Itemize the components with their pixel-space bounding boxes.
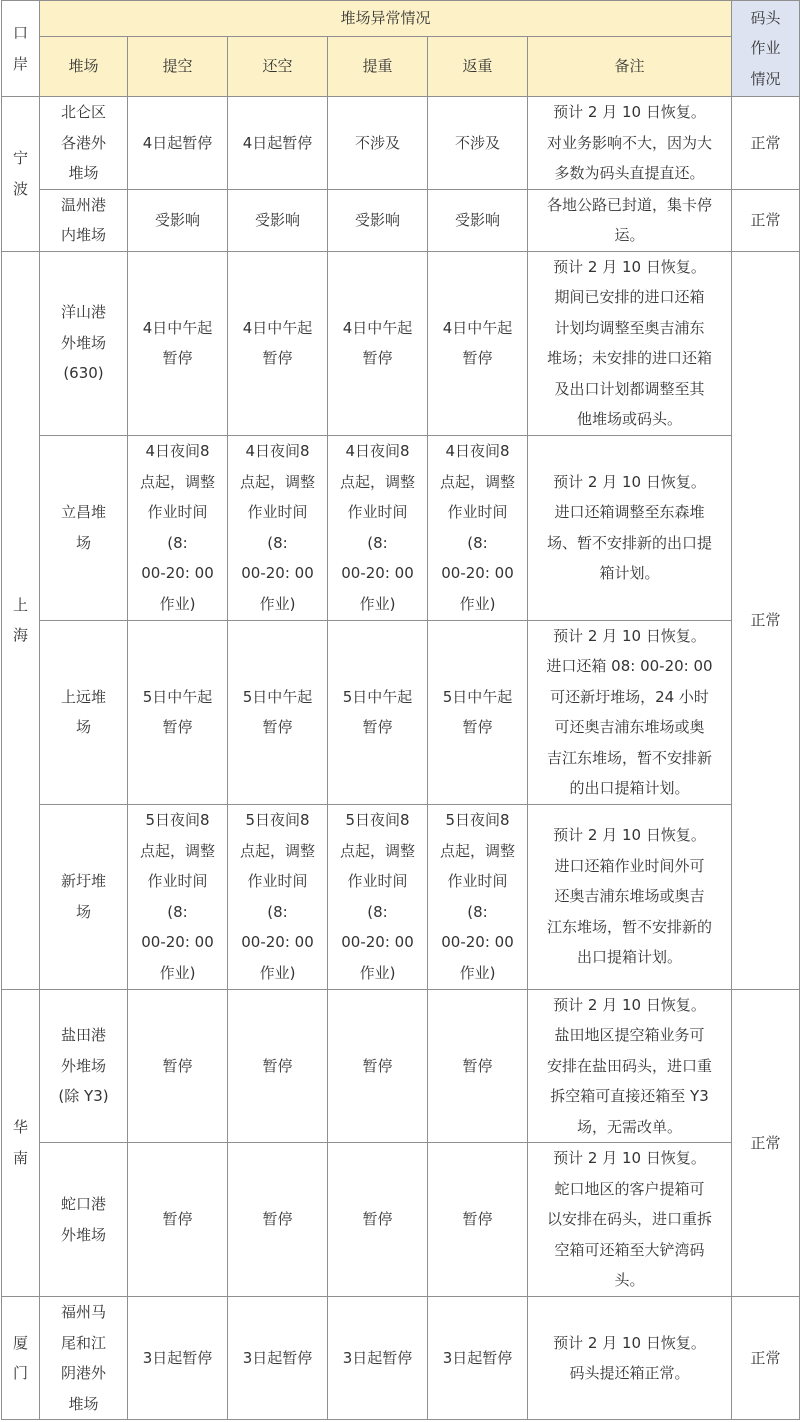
- terminal-status-header: 码头 作业 情况: [732, 1, 800, 97]
- return-empty-cell: 5日中午起 暂停: [228, 620, 328, 804]
- notes-cell: 预计 2 月 10 日恢复。 盐田地区提空箱业务可 安排在盐田码头，进口重 拆空箱可直接还箱至 Y3 场，无需改单。: [528, 989, 732, 1143]
- pickup-full-cell: 5日夜间8 点起，调整 作业时间 (8: 00-20: 00 作业): [328, 804, 428, 989]
- yard-cell: 北仑区 各港外 堆场: [40, 97, 128, 190]
- pickup-empty-cell: 5日夜间8 点起，调整 作业时间 (8: 00-20: 00 作业): [128, 804, 228, 989]
- col-pickup-empty: 提空: [128, 37, 228, 97]
- yard-status-table: [1, 0, 800, 1420]
- yard-cell: 温州港 内堆场: [40, 189, 128, 251]
- table-row: [2, 989, 800, 1143]
- notes-cell: 预计 2 月 10 日恢复。 期间已安排的进口还箱 计划均调整至奥吉浦东 堆场；未安排的进口还箱 及出口计划都调整至其 他堆场或码头。: [528, 251, 732, 435]
- notes-cell: 各地公路已封道，集卡停 运。: [528, 189, 732, 251]
- return-full-cell: 暂停: [428, 1143, 528, 1297]
- return-empty-cell: 暂停: [228, 1143, 328, 1297]
- port-cell: 宁 波: [2, 97, 40, 252]
- return-full-cell: 5日中午起 暂停: [428, 620, 528, 804]
- return-full-cell: 4日夜间8 点起，调整 作业时间 (8: 00-20: 00 作业): [428, 435, 528, 620]
- pickup-full-cell: 暂停: [328, 1143, 428, 1297]
- return-empty-cell: 5日夜间8 点起，调整 作业时间 (8: 00-20: 00 作业): [228, 804, 328, 989]
- pickup-empty-cell: 4日夜间8 点起，调整 作业时间 (8: 00-20: 00 作业): [128, 435, 228, 620]
- yard-cell: 盐田港 外堆场 (除 Y3): [40, 989, 128, 1143]
- terminal-status-cell: 正常: [732, 97, 800, 190]
- yard-cell: 洋山港 外堆场 (630): [40, 251, 128, 435]
- return-empty-cell: 暂停: [228, 989, 328, 1143]
- yard-cell: 上远堆 场: [40, 620, 128, 804]
- notes-cell: 预计 2 月 10 日恢复。 对业务影响不大，因为大 多数为码头直提直还。: [528, 97, 732, 190]
- return-empty-cell: 3日起暂停: [228, 1297, 328, 1420]
- terminal-status-cell: 正常: [732, 189, 800, 251]
- port-cell: 华 南: [2, 989, 40, 1297]
- notes-cell: 预计 2 月 10 日恢复。 进口还箱作业时间外可 还奥吉浦东堆场或奥吉 江东堆场，暂不安排新的 出口提箱计划。: [528, 804, 732, 989]
- port-cell: 上 海: [2, 251, 40, 989]
- return-full-cell: 5日夜间8 点起，调整 作业时间 (8: 00-20: 00 作业): [428, 804, 528, 989]
- pickup-empty-cell: 暂停: [128, 1143, 228, 1297]
- return-empty-cell: 受影响: [228, 189, 328, 251]
- return-full-cell: 受影响: [428, 189, 528, 251]
- return-full-cell: 4日中午起 暂停: [428, 251, 528, 435]
- yard-abnormal-header: 堆场异常情况: [40, 1, 732, 37]
- table-row: [2, 251, 800, 435]
- port-cell: 厦 门: [2, 1297, 40, 1420]
- pickup-full-cell: 5日中午起 暂停: [328, 620, 428, 804]
- pickup-full-cell: 不涉及: [328, 97, 428, 190]
- pickup-full-cell: 受影响: [328, 189, 428, 251]
- notes-cell: 预计 2 月 10 日恢复。 进口还箱 08: 00-20: 00 可还新圩堆场，24 小时 可还奥吉浦东堆场或奥 吉江东堆场，暂不安排新 的出口提箱计划。: [528, 620, 732, 804]
- return-empty-cell: 4日起暂停: [228, 97, 328, 190]
- terminal-status-cell: 正常: [732, 251, 800, 989]
- pickup-empty-cell: 3日起暂停: [128, 1297, 228, 1420]
- yard-cell: 立昌堆 场: [40, 435, 128, 620]
- return-full-cell: 3日起暂停: [428, 1297, 528, 1420]
- pickup-full-cell: 4日中午起 暂停: [328, 251, 428, 435]
- table-row: [2, 620, 800, 804]
- table-row: [2, 189, 800, 251]
- col-yard: 堆场: [40, 37, 128, 97]
- return-full-cell: 暂停: [428, 989, 528, 1143]
- notes-cell: 预计 2 月 10 日恢复。 进口还箱调整至东森堆 场、暂不安排新的出口提 箱计划。: [528, 435, 732, 620]
- col-return-empty: 还空: [228, 37, 328, 97]
- terminal-status-cell: 正常: [732, 1297, 800, 1420]
- col-pickup-full: 提重: [328, 37, 428, 97]
- table-row: [2, 1297, 800, 1420]
- pickup-empty-cell: 4日起暂停: [128, 97, 228, 190]
- pickup-empty-cell: 4日中午起 暂停: [128, 251, 228, 435]
- col-notes: 备注: [528, 37, 732, 97]
- return-empty-cell: 4日中午起 暂停: [228, 251, 328, 435]
- yard-cell: 蛇口港 外堆场: [40, 1143, 128, 1297]
- yard-cell: 福州马 尾和江 阴港外 堆场: [40, 1297, 128, 1420]
- table-row: [2, 1143, 800, 1297]
- table-row: [2, 97, 800, 190]
- terminal-status-cell: 正常: [732, 989, 800, 1297]
- port-header: 口 岸: [2, 1, 40, 97]
- return-empty-cell: 4日夜间8 点起，调整 作业时间 (8: 00-20: 00 作业): [228, 435, 328, 620]
- pickup-full-cell: 暂停: [328, 989, 428, 1143]
- notes-cell: 预计 2 月 10 日恢复。 蛇口地区的客户提箱可 以安排在码头，进口重拆 空箱可还箱至大铲湾码 头。: [528, 1143, 732, 1297]
- pickup-full-cell: 4日夜间8 点起，调整 作业时间 (8: 00-20: 00 作业): [328, 435, 428, 620]
- pickup-empty-cell: 受影响: [128, 189, 228, 251]
- notes-cell: 预计 2 月 10 日恢复。 码头提还箱正常。: [528, 1297, 732, 1420]
- table-row: [2, 804, 800, 989]
- pickup-empty-cell: 5日中午起 暂停: [128, 620, 228, 804]
- pickup-full-cell: 3日起暂停: [328, 1297, 428, 1420]
- return-full-cell: 不涉及: [428, 97, 528, 190]
- yard-cell: 新圩堆 场: [40, 804, 128, 989]
- table-row: [2, 435, 800, 620]
- pickup-empty-cell: 暂停: [128, 989, 228, 1143]
- col-return-full: 返重: [428, 37, 528, 97]
